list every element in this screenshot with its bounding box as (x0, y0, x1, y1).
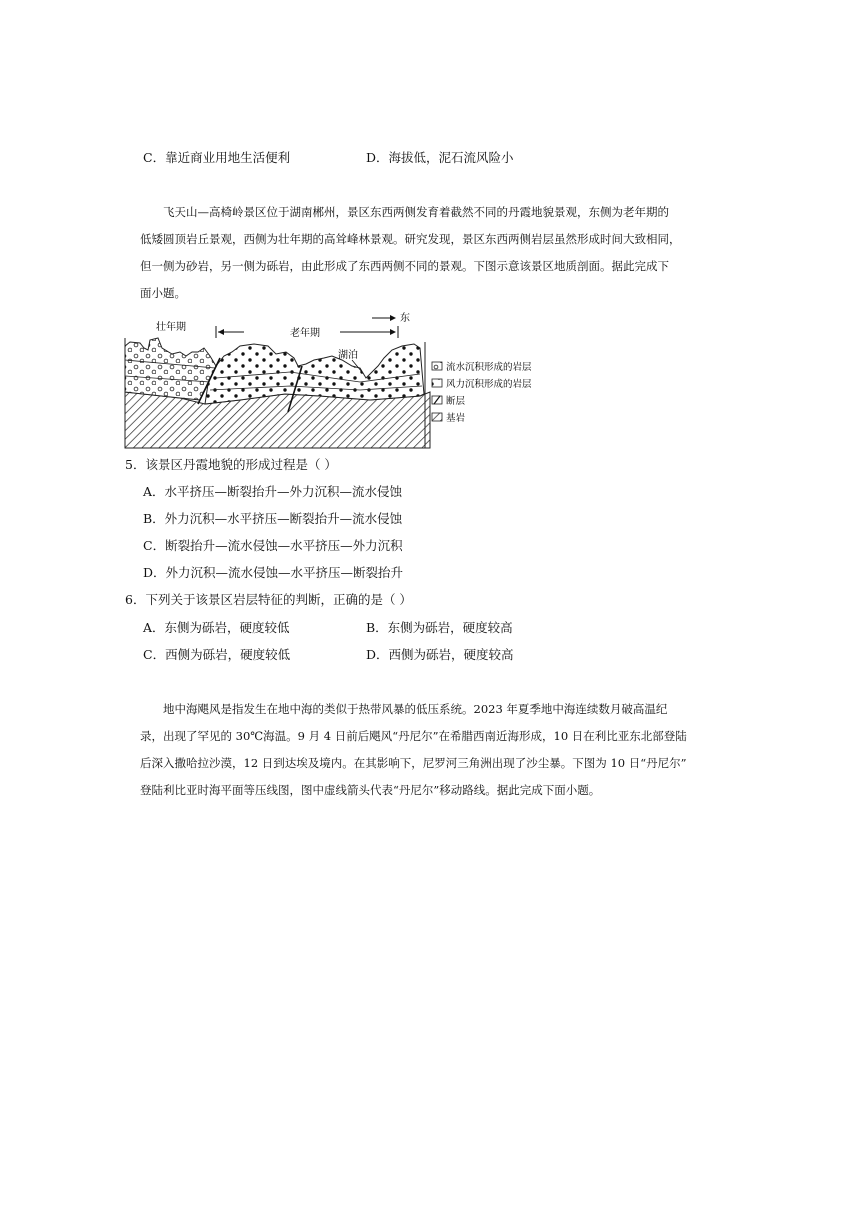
prev-option-c: C．靠近商业用地生活便利 (143, 150, 291, 165)
q6-option-c[interactable]: C．西侧为砾岩，硬度较低 (143, 647, 291, 662)
legend-fault: 断层 (446, 396, 466, 407)
label-lake: 湖泊 (338, 350, 358, 361)
label-old-stage: 老年期 (290, 328, 320, 339)
bedrock (125, 392, 430, 448)
q6-option-a[interactable]: A．东侧为砾岩，硬度较低 (143, 620, 290, 635)
east-aeolian-layer (205, 344, 424, 404)
passage-line: 登陆利比亚时海平面等压线图，图中虚线箭头代表“丹尼尔”移动路线。据此完成下面小题。 (140, 783, 601, 797)
passage-danxia (140, 199, 695, 307)
q5-option-b[interactable]: B．外力沉积—水平挤压—断裂抬升—流水侵蚀 (143, 511, 403, 526)
label-east: 东 (400, 313, 410, 324)
q6-option-b[interactable]: B．东侧为砾岩，硬度较高 (366, 620, 513, 635)
legend-aeolian: 风力沉积形成的岩层 (446, 379, 532, 390)
legend (432, 361, 532, 424)
passage-line: 但一侧为砂岩，另一侧为砾岩，由此形成了东西两侧不同的景观。下图示意该景区地质剖面。据此完成下 (140, 259, 669, 273)
label-young-stage: 壮年期 (156, 322, 186, 333)
legend-bedrock: 基岩 (446, 413, 466, 424)
q5-option-d[interactable]: D．外力沉积—流水侵蚀—水平挤压—断裂抬升 (143, 565, 404, 580)
passage-line: 低矮圆顶岩丘景观，西侧为壮年期的高耸峰林景观。研究发现，景区东西两侧岩层虽然形成时间大致相同， (140, 232, 681, 246)
passage-line: 录，出现了罕见的 30℃海温。9 月 4 日前后飓风“丹尼尔”在希腊西南近海形成，10 日在利比亚东北部登陆 (140, 729, 687, 743)
passage-line: 飞天山—高椅岭景区位于湖南郴州，景区东西两侧发育着截然不同的丹霞地貌景观，东侧为老年期的 (163, 205, 669, 219)
west-fluvial-layer (125, 338, 216, 400)
geologic-cross-section-figure (120, 308, 560, 453)
passage-line: 面小题。 (140, 286, 186, 300)
passage-line: 后深入撒哈拉沙漠，12 日到达埃及境内。在其影响下，尼罗河三角洲出现了沙尘暴。下图为 10 日“丹尼尔” (140, 756, 687, 770)
q6-option-d[interactable]: D．西侧为砾岩，硬度较高 (366, 647, 514, 662)
q5-option-a[interactable]: A．水平挤压—断裂抬升—外力沉积—流水侵蚀 (143, 484, 403, 499)
q5-option-c[interactable]: C．断裂抬升—流水侵蚀—水平挤压—外力沉积 (143, 538, 403, 553)
legend-fluvial: 流水沉积形成的岩层 (446, 362, 532, 373)
passage-line: 地中海飓风是指发生在地中海的类似于热带风暴的低压系统。2023 年夏季地中海连续数月破高温纪 (163, 702, 668, 716)
q5-stem: 5．该景区丹霞地貌的形成过程是（ ） (125, 457, 337, 472)
prev-option-d: D．海拔低，泥石流风险小 (366, 150, 514, 165)
q6-stem: 6．下列关于该景区岩层特征的判断，正确的是（ ） (125, 592, 412, 607)
passage-hurricane (140, 696, 695, 804)
